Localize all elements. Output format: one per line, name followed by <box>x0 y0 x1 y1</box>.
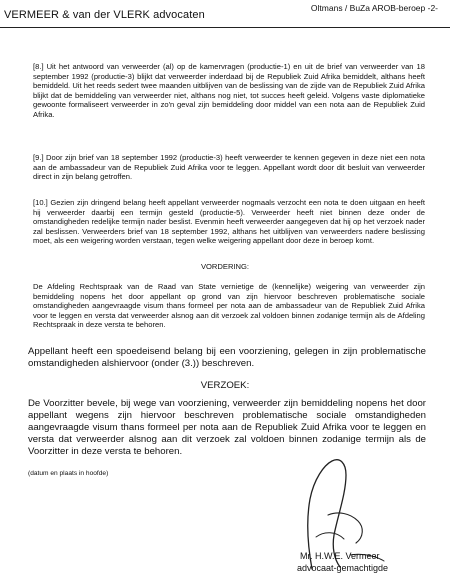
vordering-heading: VORDERING: <box>200 262 250 271</box>
spoed-paragraph: Appellant heeft een spoedeisend belang bij een voorziening, gelegen in zijn problematische omstandigheden alshiervoor (onder (3.)) beschreven. <box>28 346 426 369</box>
firm-name: VERMEER & van der VLERK advocaten <box>4 9 205 21</box>
signatory-name: Mr. H.W.E. Vermeer <box>300 551 380 561</box>
case-reference: Oltmans / BuZa AROB-beroep -2- <box>310 3 438 13</box>
verzoek-text: De Voorzitter bevele, bij wege van voorziening, verweerder zijn bemiddeling nopens het door appellant wegens zijn hiervoor beschreven problematische sociale omstandigheden aangevraagde visum thans formeel per nota aan de Republiek Zuid Afrika voor te leggen en versta dat verweerder alsnog aan dit verzoek zal voldoen binnen zodanige termijn als de Voorzitter in deze versta te behoren. <box>28 398 426 457</box>
vordering-text: De Afdeling Rechtspraak van de Raad van State vernietige de (kennelijke) weigering van verweerder zijn bemiddeling nopens het door appellant op grond van zijn hiervoor beschreven problematische sociale omstandigheden aangevraagde visum thans formeel per nota aan de ambassadeur van de Republiek Zuid Afrika voor te leggen en versta dat verweerder alsnog aan dit verzoek zal voldoen binnen zodanige termijn als de Afdeling Rechtspraak in deze versta te behoren. <box>33 282 425 329</box>
signatory-role: advocaat-gemachtigde <box>297 563 389 573</box>
header-divider <box>0 27 450 28</box>
paragraph-9: [9.] Door zijn brief van 18 september 1992 (productie-3) heeft verweerder te kennen gegeven in deze niet een nota aan de ambassadeur van de Republiek Zuid Afrika voor te leggen. Appellant wordt door dit besluit van verweerder direct in zijn belang getroffen. <box>33 153 425 181</box>
paragraph-8: [8.] Uit het antwoord van verweerder (al) op de kamervragen (productie-1) en uit de brief van verweerder van 18 september 1992 (productie-3) blijkt dat verweerder inderdaad bij de Republiek Zuid Afrika bemiddelt, althans heeft bemiddeld. Uit het reeds sedert twee maanden uitblijven van de beslissing van de zijde van de Republiek Zuid Afrika blijkt dat de bemiddeling van verweerder niet, althans nog niet, tot succes heeft geleid. Volgens vaste diplomatieke gewoonte formaliseert verweerder in zo'n geval zijn bemiddeling door middel van een nota aan de Republiek Zuid Afrika. <box>33 62 425 119</box>
paragraph-10: [10.] Gezien zijn dringend belang heeft appellant verweerder nogmaals verzocht een nota te doen uitgaan en heeft hij verweerder daarbij een termijn gesteld (productie-5). Verweerder heeft niet binnen deze onder de omstandigheden redelijke termijn nader beslist. Evenmin heeft verweerder aangegeven dat hij op het verzoek nader zal beslissen. Verweerders brief van 18 september 1992, althans het uitblijven van verweerders nadere beslissing moet, als een weigering worden verstaan, tegen welke weigering appellant door deze in beroep komt. <box>33 198 425 245</box>
date-place-note: (datum en plaats in hoofde) <box>28 470 109 477</box>
verzoek-heading: VERZOEK: <box>200 380 250 391</box>
